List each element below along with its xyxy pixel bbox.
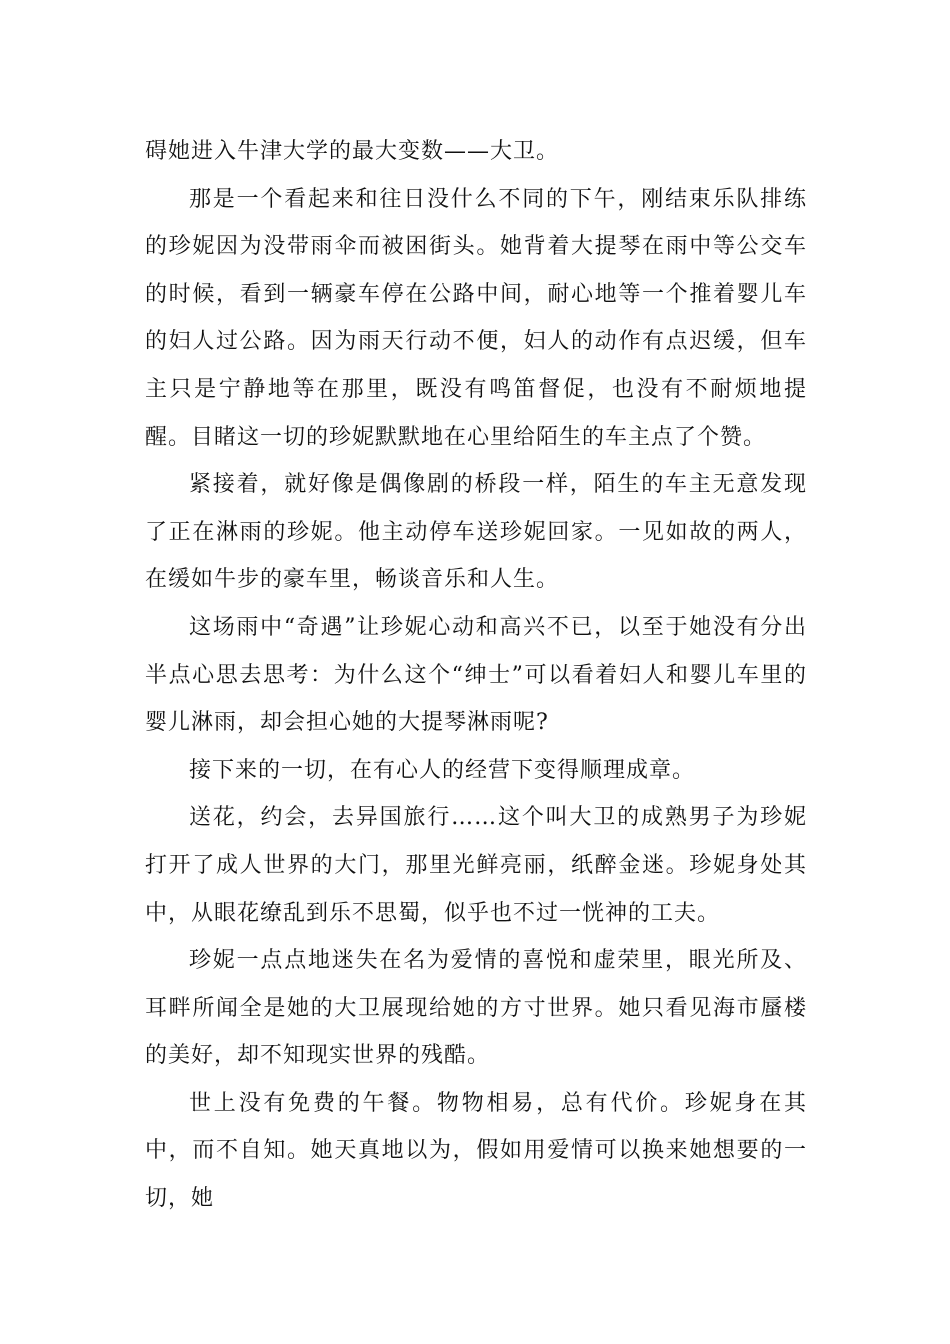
paragraph: 接下来的一切，在有心人的经营下变得顺理成章。 (189, 757, 696, 783)
paragraph: 世上没有免费的午餐。物物相易，总有代价。珍妮身在其中，而不自知。她天真地以为，假如用爱情可以换来她想要的一切，她 (145, 1090, 807, 1212)
paragraph: 这场雨中“奇遇”让珍妮心动和高兴不已，以至于她没有分出半点心思去思考：为什么这个“绅士”可以看着妇人和婴儿车里的婴儿淋雨，却会担心她的大提琴淋雨呢? (145, 614, 807, 736)
paragraph: 紧接着，就好像是偶像剧的桥段一样，陌生的车主无意发现了正在淋雨的珍妮。他主动停车送珍妮回家。一见如故的两人，在缓如牛步的豪车里，畅谈音乐和人生。 (145, 472, 807, 593)
paragraph-continuation: 碍她进入牛津大学的最大变数——大卫。 (145, 139, 560, 164)
paragraph: 那是一个看起来和往日没什么不同的下午，刚结束乐队排练的珍妮因为没带雨伞而被困街头。她背着大提琴在雨中等公交车的时候，看到一辆豪车停在公路中间，耐心地等一个推着婴儿车的妇人过公路。因为雨天行动不便，妇人的动作有点迟缓，但车主只是宁静地等在那里，既没有鸣笛督促，也没有不耐烦地提醒。目睹这一切的珍妮默默地在心里给陌生的车主点了个赞。 (145, 186, 807, 450)
paragraph: 珍妮一点点地迷失在名为爱情的喜悦和虚荣里，眼光所及、耳畔所闻全是她的大卫展现给她的方寸世界。她只看见海市蜃楼的美好，却不知现实世界的残酷。 (145, 948, 807, 1069)
body-text (145, 128, 807, 1223)
paragraph: 送花，约会，去异国旅行……这个叫大卫的成熟男子为珍妮打开了成人世界的大门，那里光鲜亮丽，纸醉金迷。珍妮身处其中，从眼花缭乱到乐不思蜀，似乎也不过一恍神的工夫。 (145, 805, 807, 926)
